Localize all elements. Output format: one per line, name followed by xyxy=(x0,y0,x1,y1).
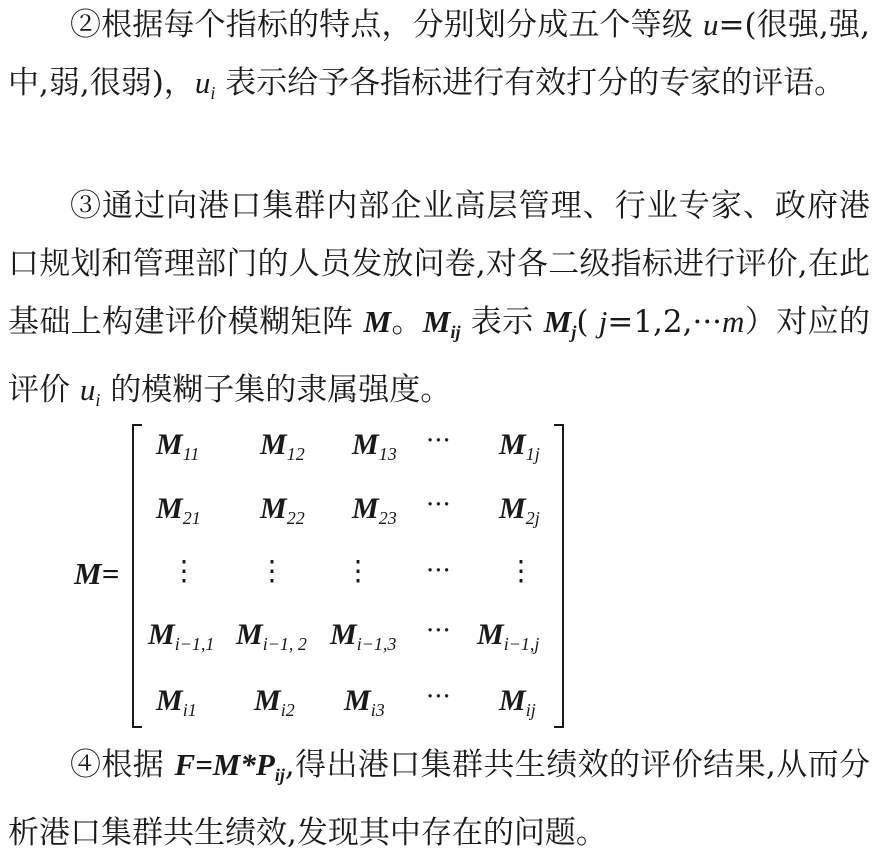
matrix-cell: $M_{i-1,j}$ xyxy=(477,618,540,654)
p4-text-2: ,得出港口集群共生绩效的评价结果,从而分析港口集群共生绩效,发现其中存在的问题。 xyxy=(8,747,870,851)
p3-text-6: ）对应的评价 xyxy=(8,304,870,408)
matrix-cell: $M_{1j}$ xyxy=(499,428,540,464)
matrix-cell: $M_{i-1, 2}$ xyxy=(236,618,307,654)
p4-text-1: ④根据 xyxy=(70,747,175,783)
matrix-vdots: ⋮ xyxy=(344,554,372,587)
var-ui-2: $u_i$ xyxy=(79,372,101,410)
p3-text-1: ③通过向港口集群内部企业高层管理、行业专家、政府港口规划和管理部门的人员发放问卷,对各二级指标进行评价,在此基础上构建评价模糊矩阵 xyxy=(8,188,870,340)
matrix-vdots: ⋮ xyxy=(507,554,535,587)
p3-text-7: 的模糊子集的隶属强度。 xyxy=(100,372,452,408)
var-Mj: $M_j$ xyxy=(543,304,577,342)
paragraph-3 xyxy=(8,177,870,429)
p2-text-2: =(很强,强,中,弱,很弱)， xyxy=(8,7,871,101)
var-M: M xyxy=(363,304,392,339)
matrix-cell: $M_{i2}$ xyxy=(254,684,295,720)
p3-text-2: 。 xyxy=(391,304,423,340)
paragraph-4 xyxy=(8,736,870,862)
matrix-cell: $M_{i-1,1}$ xyxy=(148,618,215,654)
matrix-hdots: ··· xyxy=(426,682,451,712)
var-j: j xyxy=(598,304,608,339)
matrix-cell: $M_{22}$ xyxy=(260,492,305,528)
var-M-2: M xyxy=(212,747,241,782)
matrix-cell: $M_{i-1,3}$ xyxy=(330,618,397,654)
matrix-hdots: ··· xyxy=(426,426,451,456)
var-Pij: $P_{ij}$ xyxy=(255,747,285,785)
p3-text-4: ( xyxy=(576,304,599,340)
p3-text-5: =1,2,··· xyxy=(607,304,723,340)
var-F: F xyxy=(174,747,196,782)
matrix-left-bracket xyxy=(132,424,142,728)
matrix-vdots: ⋮ xyxy=(170,554,198,587)
matrix-label: M= xyxy=(74,556,120,591)
p3-text-3: 表示 xyxy=(460,304,544,340)
matrix-cell: $M_{12}$ xyxy=(260,428,305,464)
p2-text-1: ②根据每个指标的特点，分别划分成五个等级 xyxy=(70,7,703,43)
matrix-cell: $M_{21}$ xyxy=(156,492,201,528)
equals-sign: = xyxy=(195,747,213,782)
matrix-cell: $M_{13}$ xyxy=(352,428,397,464)
matrix-hdots: ··· xyxy=(426,556,451,586)
var-m: m xyxy=(722,304,745,339)
matrix-cell: $M_{ij}$ xyxy=(499,684,536,720)
p2-text-3: 表示给予各指标进行有效打分的专家的评语。 xyxy=(215,65,846,101)
matrix-right-bracket xyxy=(554,424,564,728)
matrix-cell: $M_{i1}$ xyxy=(156,684,197,720)
matrix-cell: $M_{2j}$ xyxy=(499,492,540,528)
fuzzy-matrix xyxy=(74,418,574,730)
matrix-cell: $M_{11}$ xyxy=(156,428,200,464)
matrix-cell: $M_{i3}$ xyxy=(344,684,385,720)
star-operator: * xyxy=(240,747,256,782)
var-Mij: $M_{ij}$ xyxy=(422,304,461,342)
var-u: u xyxy=(702,7,719,42)
matrix-hdots: ··· xyxy=(426,616,451,646)
matrix-vdots: ⋮ xyxy=(258,554,286,587)
matrix-cell: $M_{23}$ xyxy=(352,492,397,528)
var-ui: $u_i$ xyxy=(194,65,216,103)
paragraph-2 xyxy=(8,0,870,122)
matrix-hdots: ··· xyxy=(426,490,451,520)
